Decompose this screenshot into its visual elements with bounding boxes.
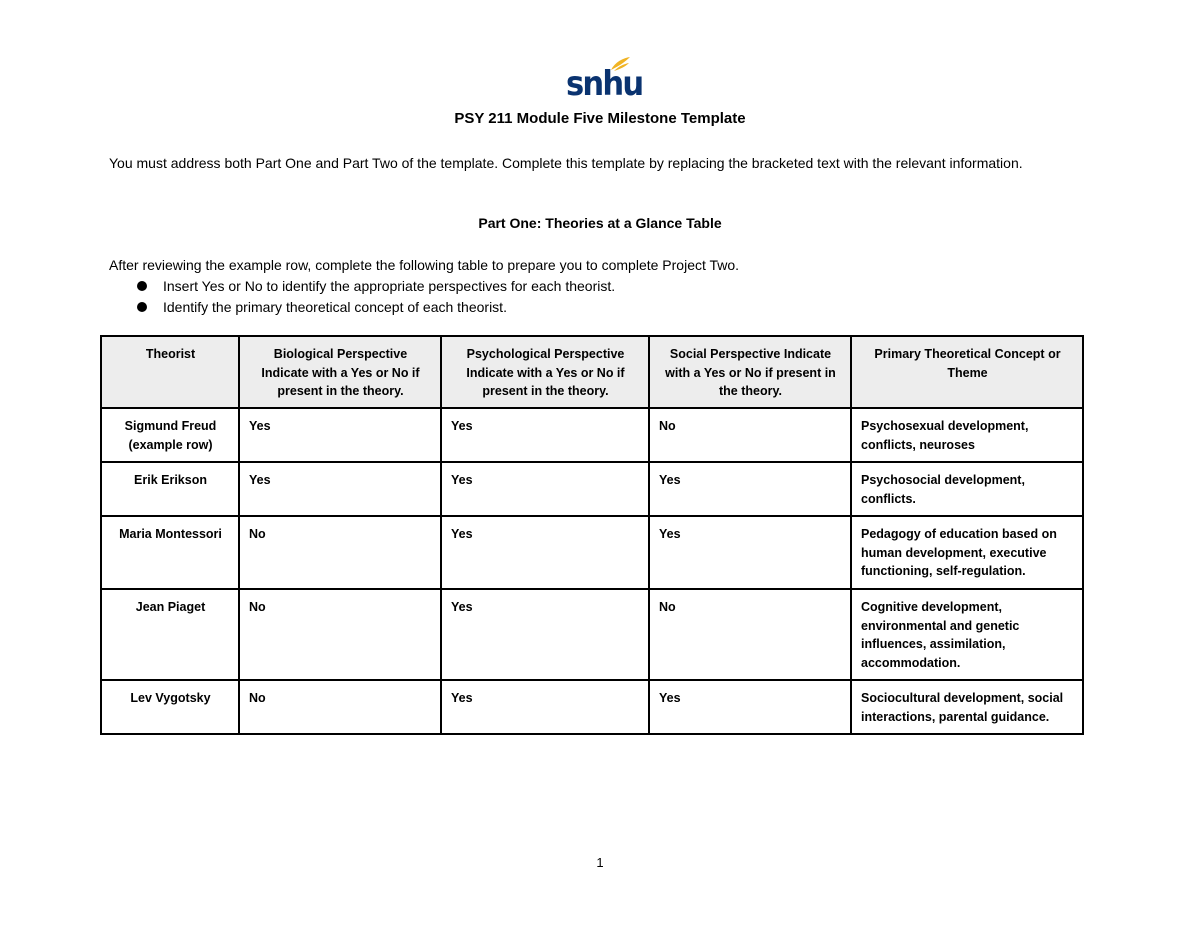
header-social: Social Perspective Indicate with a Yes or No if present in the theory. bbox=[649, 336, 851, 408]
cell-psychological: Yes bbox=[441, 462, 649, 516]
logo-wordmark: snhu bbox=[566, 64, 643, 104]
header-psychological: Psychological Perspective Indicate with a Yes or No if present in the theory. bbox=[441, 336, 649, 408]
cell-theorist: Lev Vygotsky bbox=[101, 680, 239, 734]
snhu-logo bbox=[560, 56, 643, 104]
header-theorist: Theorist bbox=[101, 336, 239, 408]
bullet-text: Insert Yes or No to identify the appropriate perspectives for each theorist. bbox=[163, 278, 616, 294]
cell-biological: Yes bbox=[239, 462, 441, 516]
part-one-title: Part One: Theories at a Glance Table bbox=[478, 215, 722, 231]
cell-psychological: Yes bbox=[441, 680, 649, 734]
table-row bbox=[101, 680, 1083, 734]
cell-social: Yes bbox=[649, 680, 851, 734]
cell-theorist: Erik Erikson bbox=[101, 462, 239, 516]
bullet-icon bbox=[137, 281, 147, 291]
cell-psychological: Yes bbox=[441, 408, 649, 462]
cell-concept: Sociocultural development, social interactions, parental guidance. bbox=[851, 680, 1083, 734]
cell-biological: No bbox=[239, 589, 441, 680]
cell-biological: No bbox=[239, 680, 441, 734]
table-header-row bbox=[101, 336, 1083, 408]
table-row bbox=[101, 408, 1083, 462]
cell-concept: Cognitive development, environmental and genetic influences, assimilation, accommodation. bbox=[851, 589, 1083, 680]
intro-paragraph: You must address both Part One and Part Two of the template. Complete this template by replacing the bracketed text with the relevant information. bbox=[109, 155, 1023, 171]
cell-biological: No bbox=[239, 516, 441, 589]
bullet-item bbox=[109, 297, 615, 318]
table-row bbox=[101, 589, 1083, 680]
bullet-item bbox=[109, 276, 615, 297]
cell-social: Yes bbox=[649, 516, 851, 589]
instructions-text: After reviewing the example row, complete the following table to prepare you to complete Project Two. bbox=[109, 257, 740, 273]
cell-social: Yes bbox=[649, 462, 851, 516]
table-row bbox=[101, 462, 1083, 516]
document-title: PSY 211 Module Five Milestone Template bbox=[454, 110, 746, 127]
cell-psychological: Yes bbox=[441, 516, 649, 589]
cell-concept: Psychosexual development, conflicts, neuroses bbox=[851, 408, 1083, 462]
theories-table bbox=[100, 335, 1084, 735]
cell-concept: Psychosocial development, conflicts. bbox=[851, 462, 1083, 516]
cell-theorist: Maria Montessori bbox=[101, 516, 239, 589]
cell-social: No bbox=[649, 408, 851, 462]
table-row bbox=[101, 516, 1083, 589]
header-biological: Biological Perspective Indicate with a Yes or No if present in the theory. bbox=[239, 336, 441, 408]
instruction-bullets bbox=[109, 276, 615, 318]
cell-theorist: Sigmund Freud (example row) bbox=[101, 408, 239, 462]
header-concept: Primary Theoretical Concept or Theme bbox=[851, 336, 1083, 408]
page-number: 1 bbox=[596, 855, 604, 870]
bullet-icon bbox=[137, 302, 147, 312]
cell-theorist: Jean Piaget bbox=[101, 589, 239, 680]
cell-biological: Yes bbox=[239, 408, 441, 462]
cell-concept: Pedagogy of education based on human development, executive functioning, self-regulation. bbox=[851, 516, 1083, 589]
cell-psychological: Yes bbox=[441, 589, 649, 680]
cell-social: No bbox=[649, 589, 851, 680]
bullet-text: Identify the primary theoretical concept of each theorist. bbox=[163, 299, 507, 315]
